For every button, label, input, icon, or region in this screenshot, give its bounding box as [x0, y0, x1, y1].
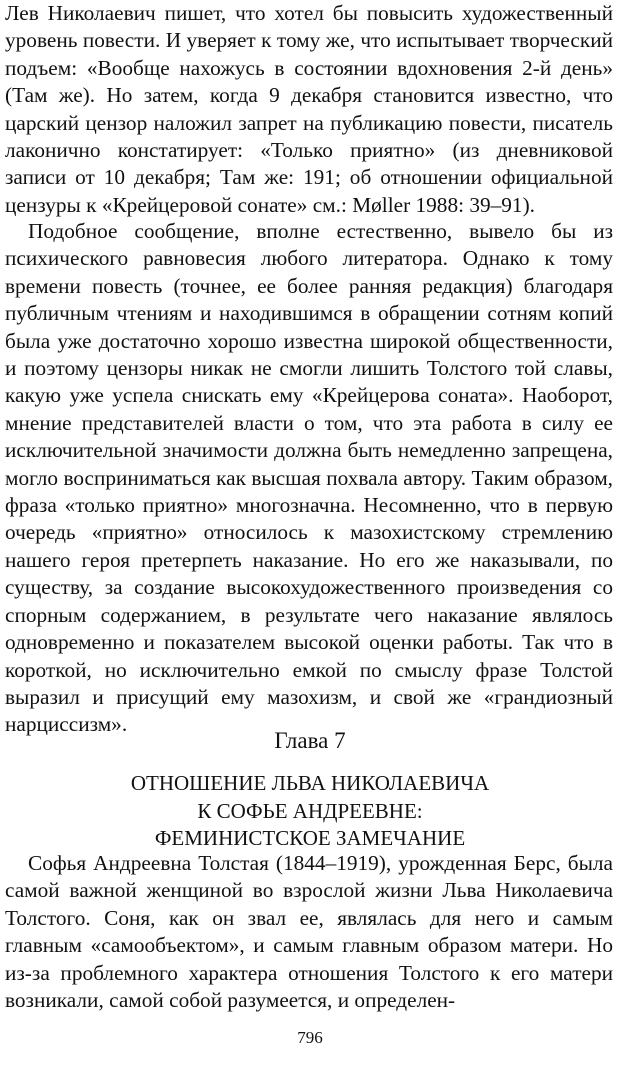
chapter-title-line-2: К СОФЬЕ АНДРЕЕВНЕ:: [197, 798, 423, 823]
chapter-label: Глава 7: [274, 728, 346, 753]
chapter-title-line-1: ОТНОШЕНИЕ ЛЬВА НИКОЛАЕВИЧА: [130, 771, 490, 795]
body-paragraph-3: Софья Андреевна Толстая (1844–1919), урожденная Берс, была самой важной женщиной во взрослой жизни Льва Николаевича Толстого. Соня, как он звал ее, являлась для него и самым главным «самообъектом», и самым главным образом матери. Но из-за проблемного характера отношения Толстого к его матери возникали, самой собой разумеется, и определен-: [5, 851, 613, 1013]
chapter-title-line-3: ФЕМИНИСТСКОЕ ЗАМЕЧАНИЕ: [154, 826, 466, 850]
body-paragraph-1: Лев Николаевич пишет, что хотел бы повысить художественный уровень повести. И уверяет к тому же, что испытывает творческий подъем: «Вообще нахожусь в состоянии вдохновения 2-й день» (Там же). Но затем, когда 9 декабря становится известно, что царский цензор наложил запрет на публикацию повести, писатель лаконично констатирует: «Только приятно» (из дневниковой записи от 10 декабря; Там же: 191; об отношении официальной цензуры к «Крейцеровой сонате» см.: Møller 1988: 39–91).: [5, 1, 613, 217]
page-number: 796: [297, 1028, 323, 1047]
chapter-title: [0, 770, 620, 853]
body-paragraph-2: Подобное сообщение, вполне естественно, вывело бы из психического равновесия любого литератора. Однако к тому времени повесть (точнее, ее более ранняя редакция) благодаря публичным чтениям и находившимся в обращении сотням копий была уже достаточно хорошо известна широкой общественности, и поэтому цензоры никак не смогли лишить Толстого той славы, какую уже успела снискать ему «Крейцерова соната». Наоборот, мнение представителей власти о том, что эта работа в силу ее исключительной значимости должна быть немедленно запрещена, могло восприниматься как высшая похвала автору. Таким образом, фраза «только приятно» многозначна. Несомненно, что в первую очередь «приятно» относилось к мазохистскому стремлению нашего героя претерпеть наказание. Но его же наказывали, по существу, за создание высокохудожественного произведения со спорным содержанием, в результате чего наказание являлось одновременно и показателем высокой оценки работы. Так что в короткой, но исключительно емкой по смыслу фразе Толстой выразил и присущий ему мазохизм, и свой же «грандиозный нарциссизм».: [5, 219, 613, 737]
